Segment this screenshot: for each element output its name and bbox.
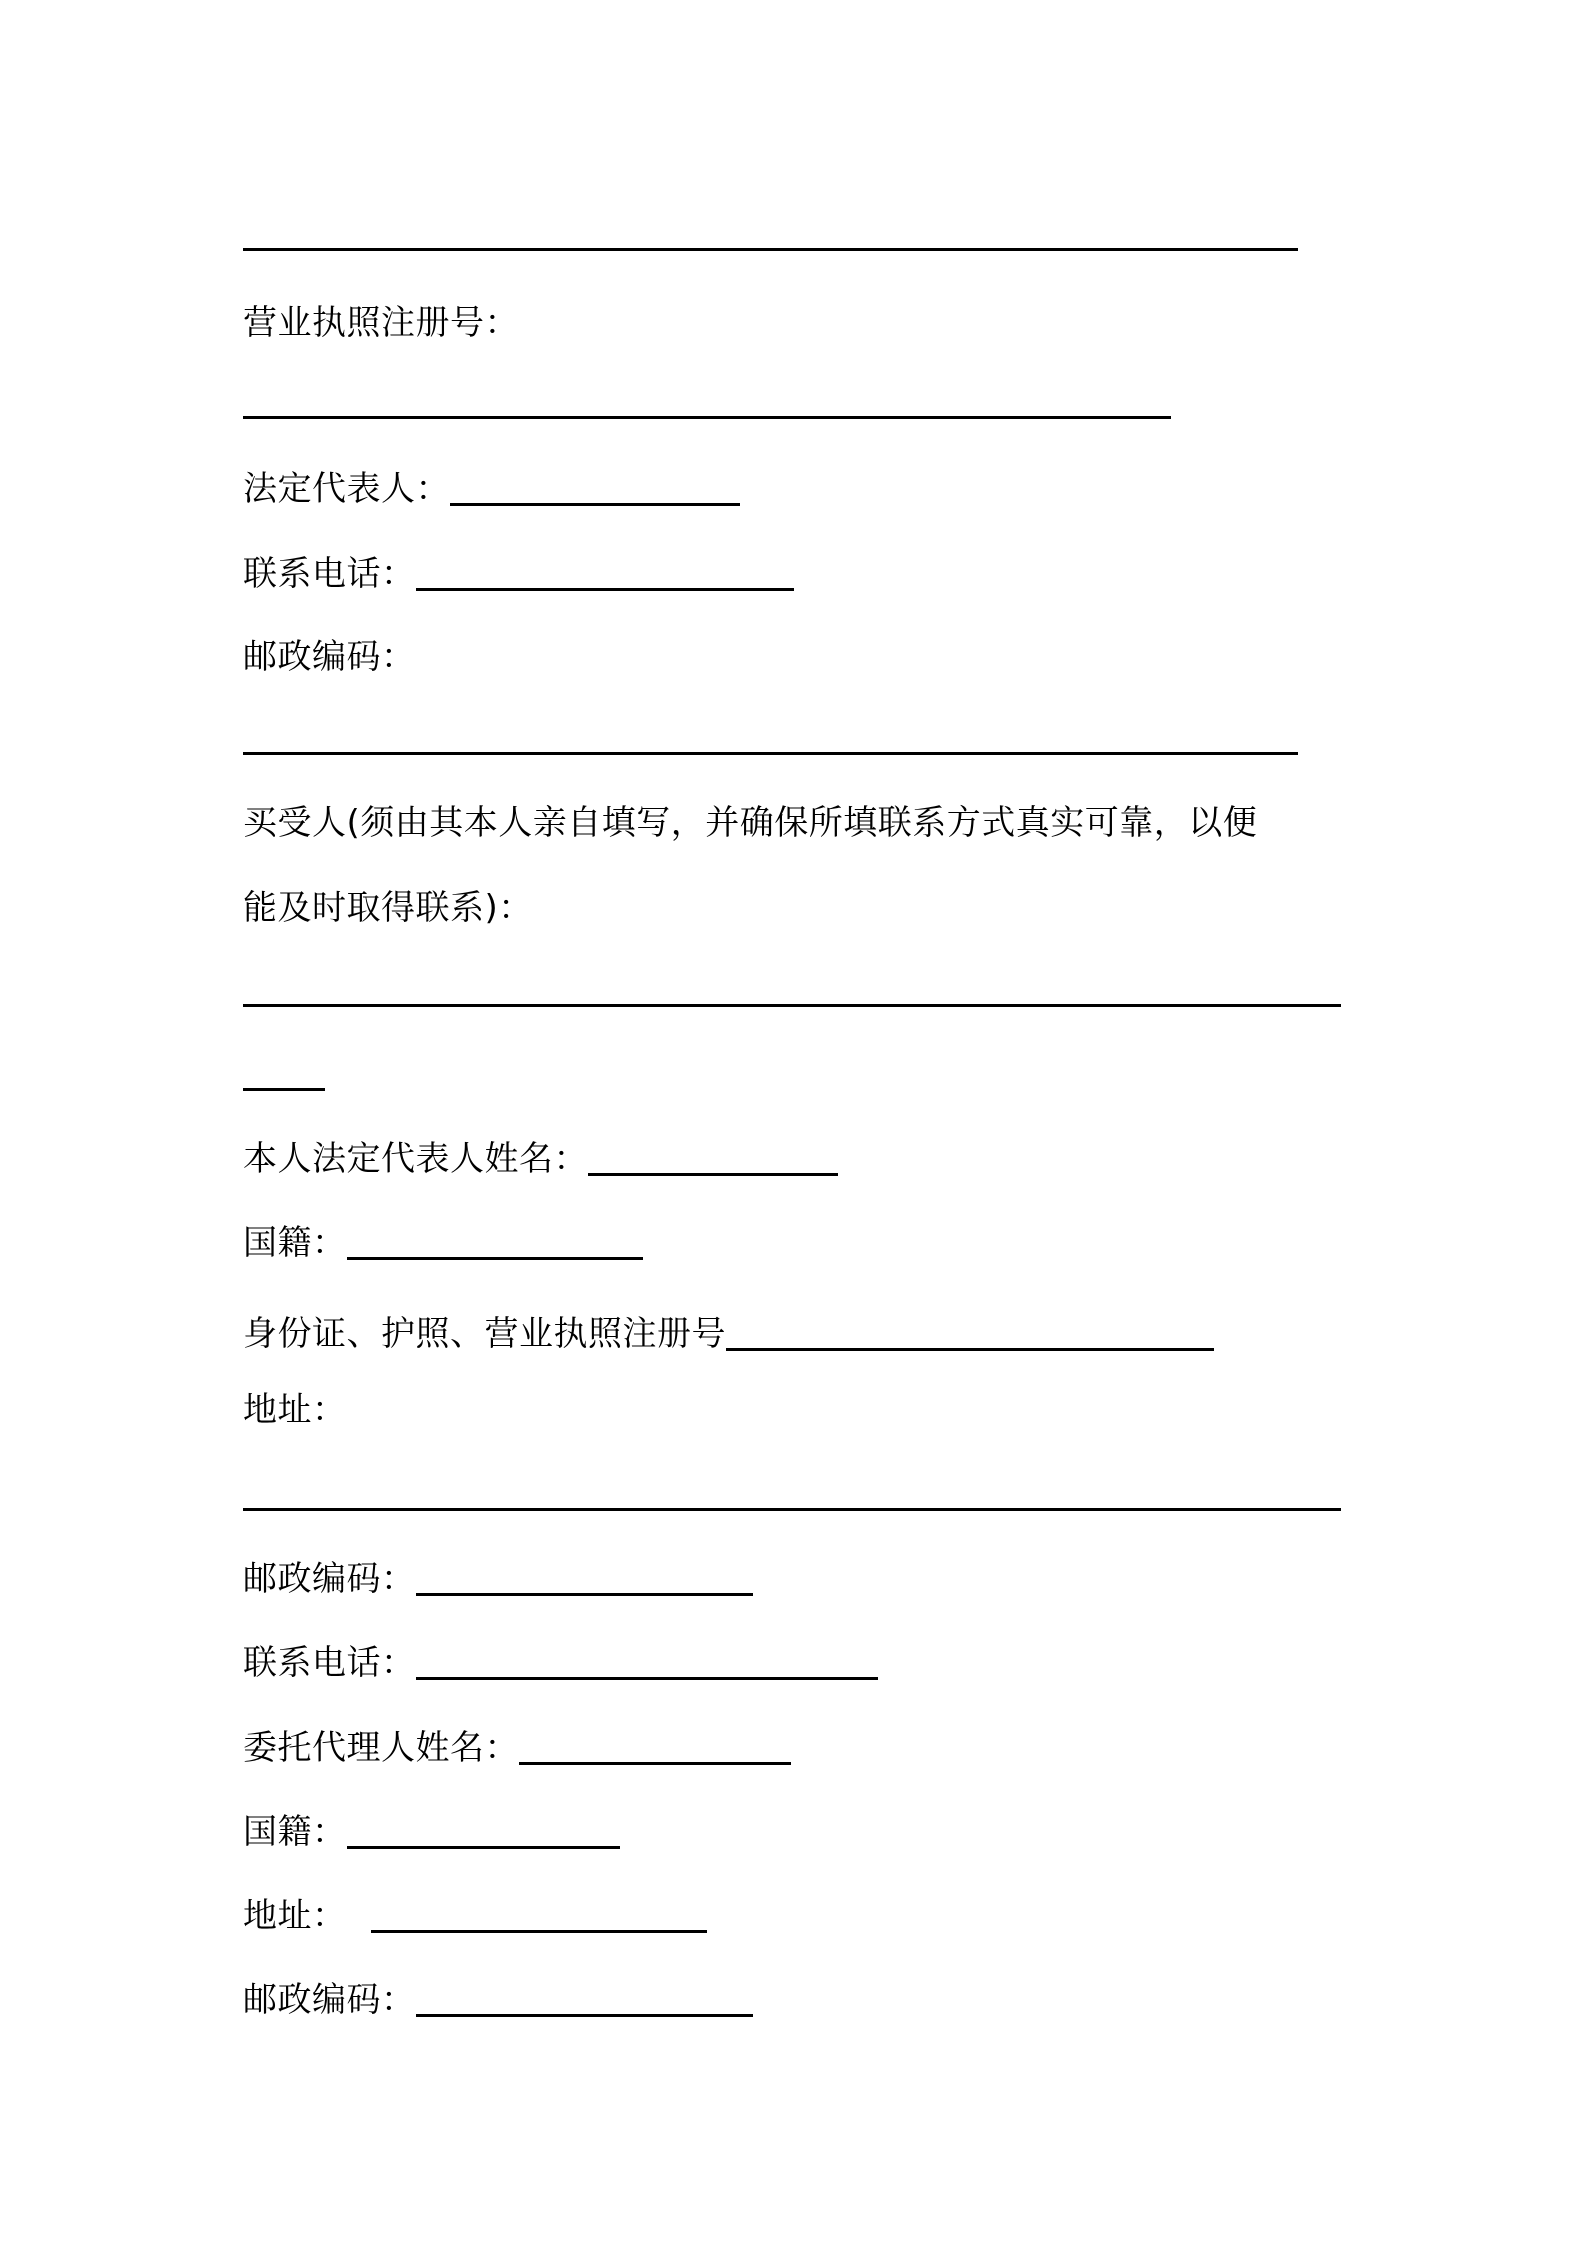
- agent-nationality-field[interactable]: [347, 1846, 620, 1849]
- seller-legal-rep-field[interactable]: [450, 503, 740, 506]
- seller-business-license-row: [243, 292, 519, 344]
- seller-postcode-field[interactable]: [243, 752, 1298, 755]
- buyer-address-label: 地址：: [243, 1390, 347, 1430]
- buyer-address-row: [243, 1379, 347, 1431]
- buyer-legal-rep-name-row: [243, 1128, 838, 1180]
- agent-name-label: 委托代理人姓名：: [243, 1728, 519, 1768]
- buyer-id-field[interactable]: [726, 1348, 1214, 1351]
- fill-line-top[interactable]: [243, 248, 1298, 251]
- seller-phone-row: [243, 543, 794, 595]
- buyer-phone-label: 联系电话：: [243, 1643, 416, 1683]
- buyer-id-row: [243, 1303, 1214, 1355]
- buyer-info-field-line-2[interactable]: [243, 1088, 325, 1091]
- buyer-intro-text-1: 买受人(须由其本人亲自填写，并确保所填联系方式真实可靠，以便: [243, 803, 1258, 843]
- buyer-intro-line-2: [243, 877, 533, 929]
- buyer-nationality-label: 国籍：: [243, 1223, 347, 1263]
- seller-phone-field[interactable]: [416, 588, 794, 591]
- buyer-postcode-row: [243, 1548, 753, 1600]
- agent-nationality-label: 国籍：: [243, 1812, 347, 1852]
- seller-legal-rep-label: 法定代表人：: [243, 469, 450, 509]
- agent-nationality-row: [243, 1801, 620, 1853]
- seller-postcode-label: 邮政编码：: [243, 637, 416, 677]
- agent-address-row: [243, 1885, 707, 1937]
- buyer-nationality-field[interactable]: [347, 1257, 643, 1260]
- buyer-info-field-line-1[interactable]: [243, 1004, 1341, 1007]
- seller-phone-label: 联系电话：: [243, 554, 416, 594]
- buyer-postcode-label: 邮政编码：: [243, 1559, 416, 1599]
- buyer-legal-rep-name-label: 本人法定代表人姓名：: [243, 1139, 588, 1179]
- buyer-address-field[interactable]: [243, 1508, 1341, 1511]
- buyer-phone-field[interactable]: [416, 1677, 878, 1680]
- buyer-nationality-row: [243, 1212, 643, 1264]
- agent-postcode-label: 邮政编码：: [243, 1980, 416, 2020]
- seller-business-license-label: 营业执照注册号：: [243, 303, 519, 343]
- buyer-intro-line-1: [243, 792, 1257, 844]
- buyer-phone-row: [243, 1632, 878, 1684]
- seller-postcode-row: [243, 626, 416, 678]
- buyer-id-label: 身份证、护照、营业执照注册号: [243, 1314, 726, 1354]
- agent-name-row: [243, 1717, 791, 1769]
- agent-postcode-row: [243, 1969, 753, 2021]
- seller-business-license-field[interactable]: [243, 416, 1171, 419]
- agent-address-label: 地址：: [243, 1896, 347, 1936]
- buyer-postcode-field[interactable]: [416, 1593, 753, 1596]
- agent-postcode-field[interactable]: [416, 2014, 753, 2017]
- buyer-intro-text-2: 能及时取得联系)：: [243, 888, 533, 928]
- seller-legal-rep-row: [243, 458, 740, 510]
- agent-name-field[interactable]: [519, 1762, 791, 1765]
- buyer-legal-rep-name-field[interactable]: [588, 1173, 838, 1176]
- agent-address-field[interactable]: [371, 1930, 707, 1933]
